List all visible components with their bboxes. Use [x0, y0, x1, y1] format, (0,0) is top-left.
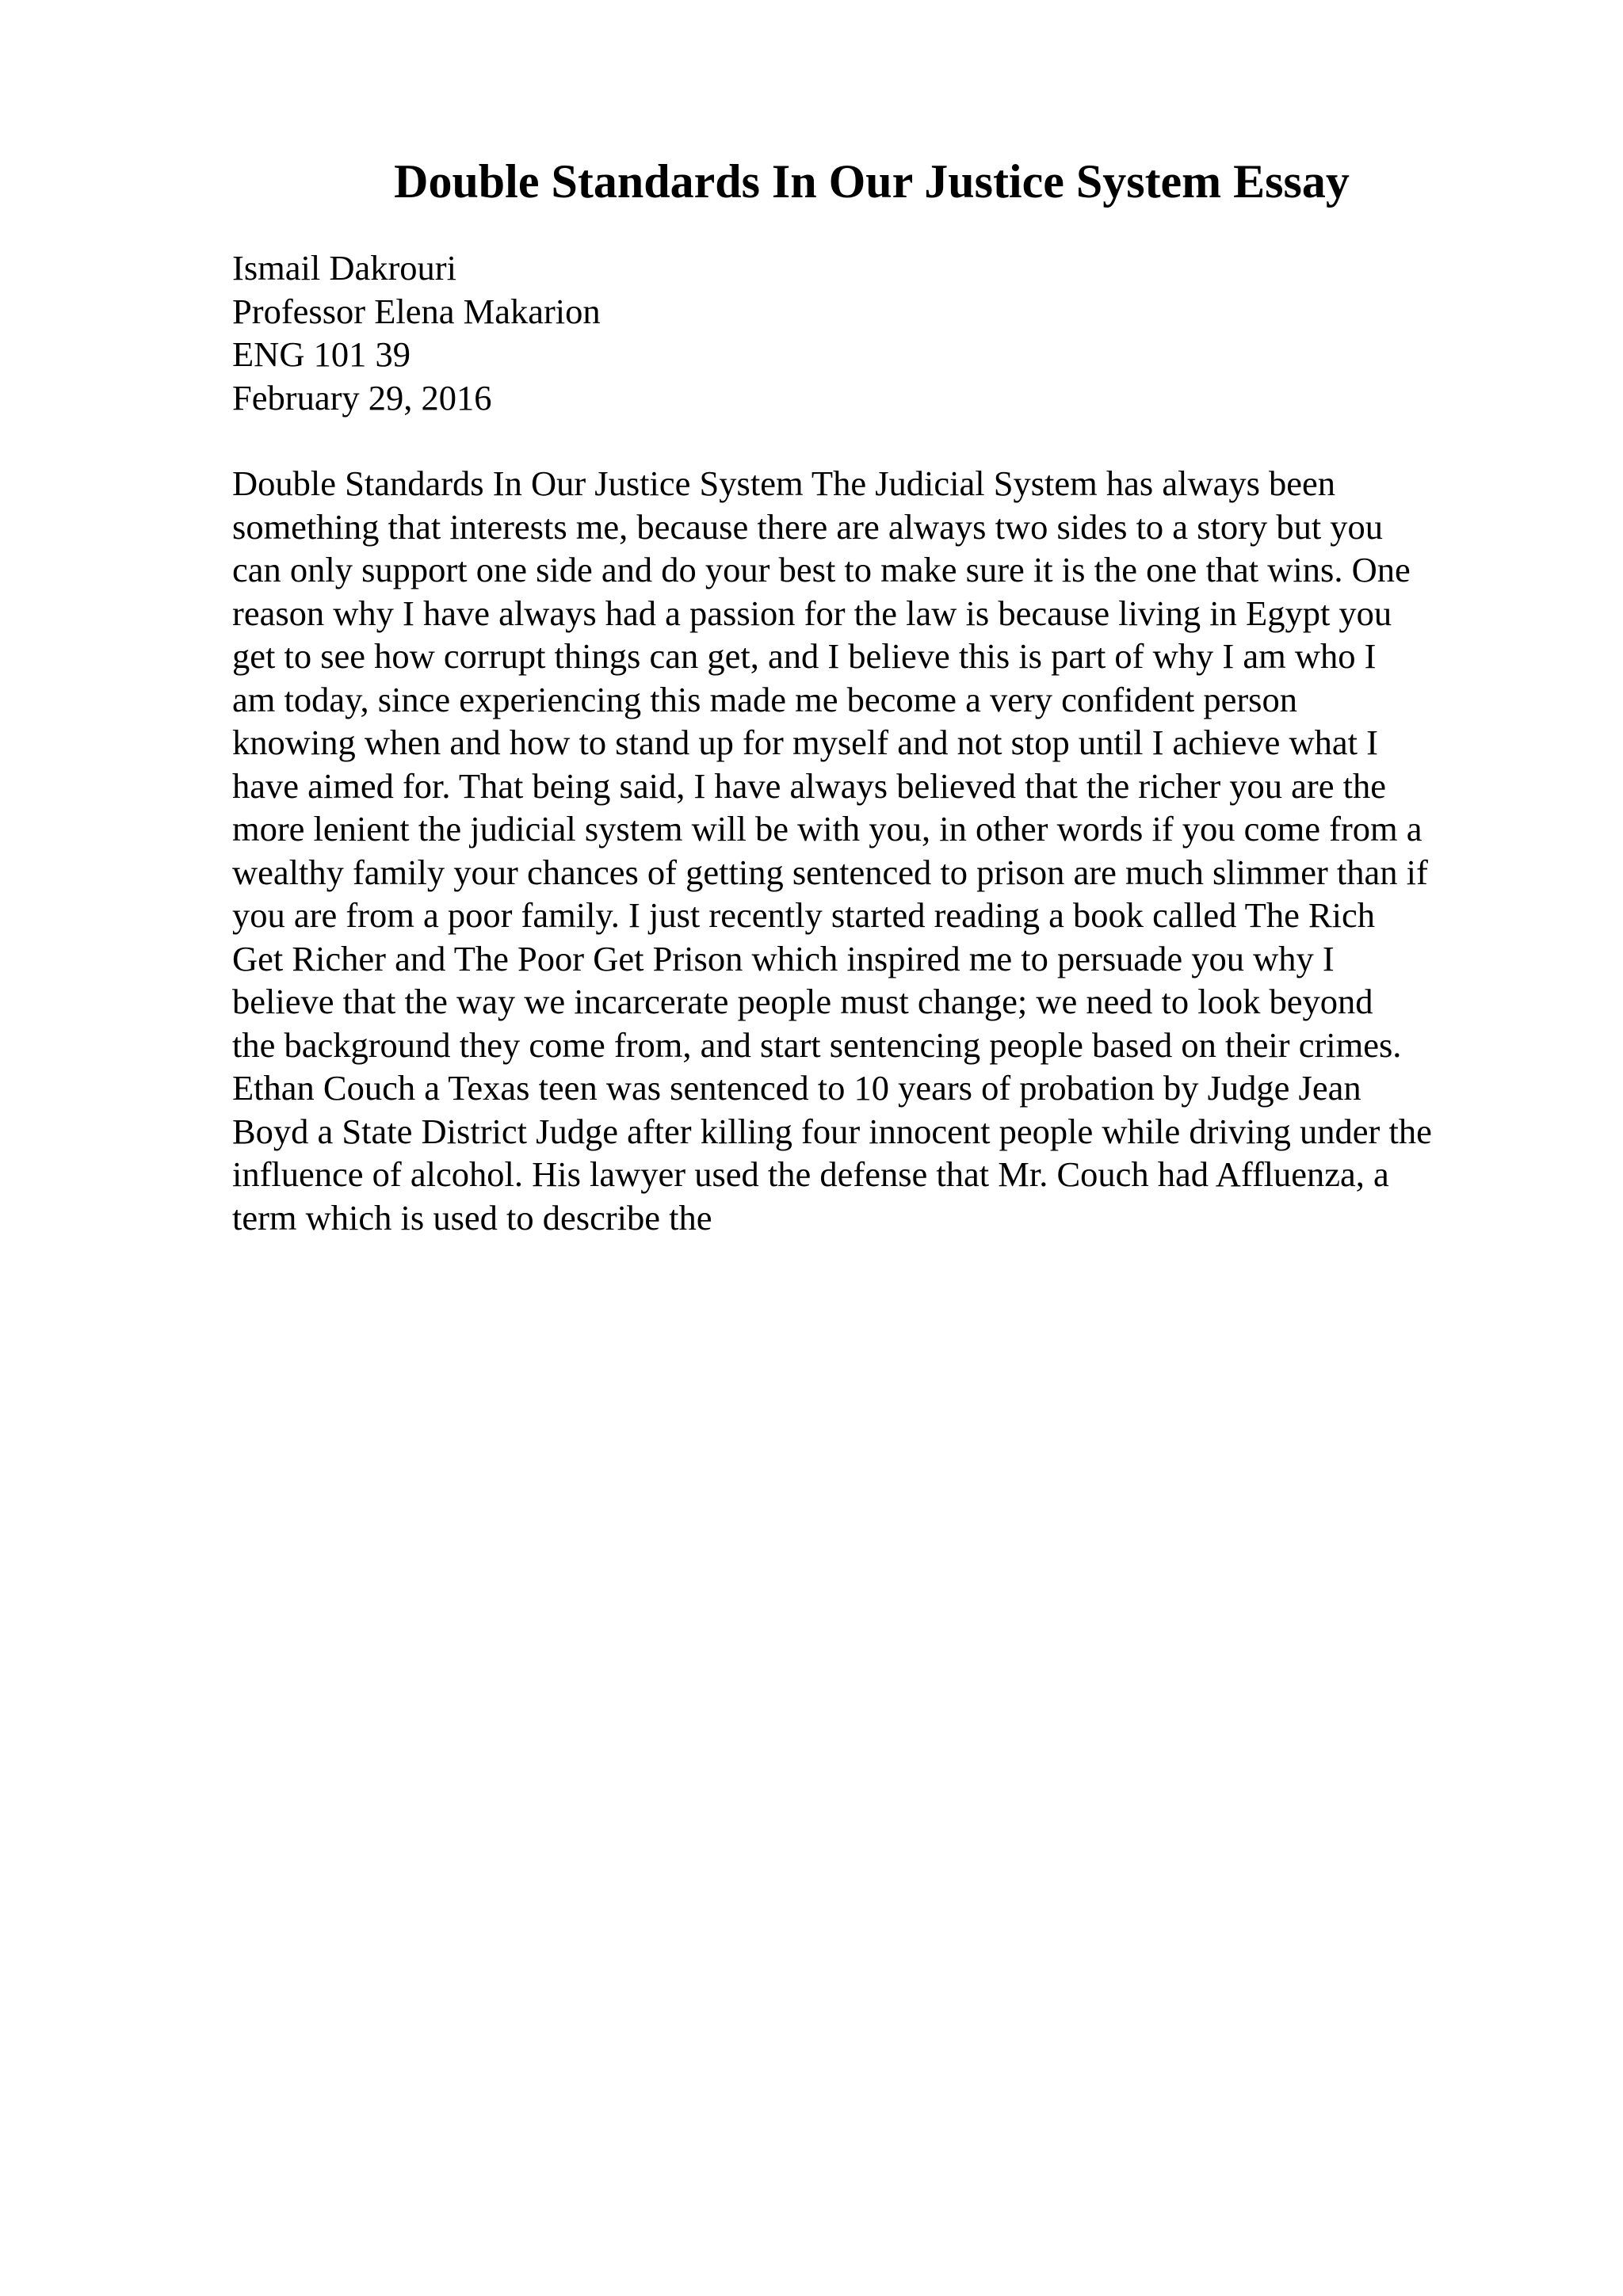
body-text-line: Get Richer and The Poor Get Prison which inspired me to persuade you why I [232, 938, 1335, 978]
body-text-line: you are from a poor family. I just recently started reading a book called The Rich [232, 895, 1376, 935]
body-text-line: have aimed for. That being said, I have always believed that the richer you are the [232, 765, 1386, 806]
body-text-line: Ethan Couch a Texas teen was sentenced to 10 years of probation by Judge Jean [232, 1068, 1361, 1108]
essay-date: February 29, 2016 [232, 377, 492, 418]
body-text-line: term which is used to describe the [232, 1197, 712, 1238]
body-text-line: influence of alcohol. His lawyer used the defense that Mr. Couch had Affluenza, a [232, 1154, 1389, 1194]
body-text-line: reason why I have always had a passion for the law is because living in Egypt you [232, 593, 1392, 633]
body-text-line: believe that the way we incarcerate people must change; we need to look beyond [232, 982, 1373, 1021]
body-text-line: Double Standards In Our Justice System The Judicial System has always been [232, 463, 1336, 503]
body-text-line: Boyd a State District Judge after killing four innocent people while driving under the [232, 1111, 1432, 1151]
body-text-line: something that interests me, because there are always two sides to a story but you [232, 506, 1384, 547]
course-code: ENG 101 39 [232, 334, 411, 374]
body-text-line: more lenient the judicial system will be with you, in other words if you come from a [232, 809, 1423, 849]
body-text-line: can only support one side and do your best to make sure it is the one that wins. One [232, 550, 1411, 589]
author-header [232, 246, 601, 419]
body-text-line: get to see how corrupt things can get, and I believe this is part of why I am who I [232, 636, 1377, 676]
body-text-line: wealthy family your chances of getting sentenced to prison are much slimmer than if [232, 852, 1428, 892]
body-text-line: the background they come from, and start sentencing people based on their crimes. [232, 1024, 1402, 1065]
page-title: Double Standards In Our Justice System Essay [394, 155, 1350, 208]
essay-body [232, 462, 1432, 1239]
professor-name: Professor Elena Makarion [232, 291, 601, 331]
body-text-line: knowing when and how to stand up for myself and not stop until I achieve what I [232, 723, 1378, 762]
body-text-line: am today, since experiencing this made me become a very confident person [232, 679, 1297, 719]
author-name: Ismail Dakrouri [232, 248, 456, 288]
